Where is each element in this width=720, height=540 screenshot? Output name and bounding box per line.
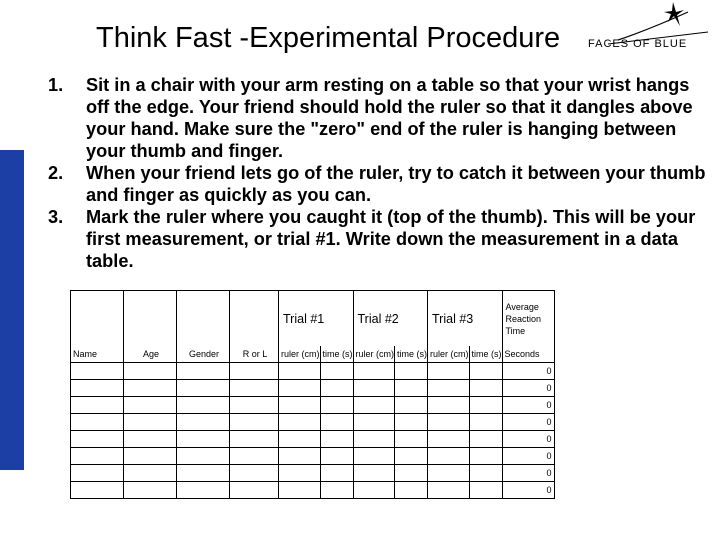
step-text: Sit in a chair with your arm resting on a table so that your wrist hangs off the edge. Your friend should hold the ruler so that it dangles above your hand. Make sure the "zero" end of the ruler is hanging between your thumb and finger. [86, 75, 693, 161]
col-gender: Gender [177, 346, 230, 363]
seconds-value: 0 [502, 465, 554, 482]
accent-sidebar [0, 150, 24, 470]
step-item [48, 162, 708, 206]
table-column-row [71, 346, 555, 363]
col-trial1-time: time (s) [320, 346, 353, 363]
seconds-value: 0 [502, 363, 554, 380]
col-trial3-time: time (s) [469, 346, 502, 363]
seconds-value: 0 [502, 431, 554, 448]
table-row [71, 431, 555, 448]
trial-1-header: Trial #1 [279, 291, 354, 347]
col-hand: R or L [230, 346, 279, 363]
table-row [71, 448, 555, 465]
step-number: 1. [48, 75, 64, 95]
table-row [71, 363, 555, 380]
col-seconds: Seconds [502, 346, 554, 363]
trial-2-header: Trial #2 [353, 291, 428, 347]
average-header: Average Reaction Time [502, 291, 554, 347]
table-row [71, 380, 555, 397]
page-title: Think Fast -Experimental Procedure [96, 22, 561, 54]
seconds-value: 0 [502, 397, 554, 414]
step-text: When your friend lets go of the ruler, try to catch it between your thumb and finger as quickly as you can. [86, 163, 706, 205]
col-name: Name [71, 346, 124, 363]
table-row [71, 465, 555, 482]
col-age: Age [124, 346, 177, 363]
step-number: 2. [48, 163, 64, 183]
procedure-steps [48, 74, 708, 272]
col-trial2-time: time (s) [395, 346, 428, 363]
seconds-value: 0 [502, 448, 554, 465]
col-trial1-ruler: ruler (cm) [279, 346, 321, 363]
seconds-value: 0 [502, 414, 554, 431]
table-header-row [71, 291, 555, 347]
col-trial3-ruler: ruler (cm) [428, 346, 470, 363]
step-number: 3. [48, 207, 64, 227]
col-trial2-ruler: ruler (cm) [353, 346, 395, 363]
table-row [71, 414, 555, 431]
logo-text: FACES OF BLUE [588, 38, 688, 50]
step-item [48, 74, 708, 162]
seconds-value: 0 [502, 482, 554, 499]
trial-3-header: Trial #3 [428, 291, 503, 347]
data-table [70, 290, 555, 499]
logo [588, 0, 718, 58]
step-text: Mark the ruler where you caught it (top of the thumb). This will be your first measurement, or trial #1. Write down the measurement in a data table. [86, 207, 696, 271]
table-row [71, 482, 555, 499]
table-row [71, 397, 555, 414]
step-item [48, 206, 708, 272]
seconds-value: 0 [502, 380, 554, 397]
